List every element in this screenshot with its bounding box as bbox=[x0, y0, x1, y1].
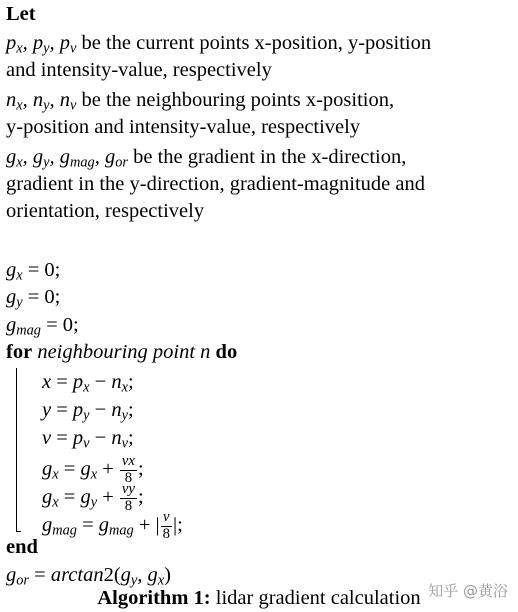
stmt-gx-2: $g_x = g_y$ + $\frac{vy}{8}$ ; bbox=[42, 481, 144, 514]
p-variables: $p_x$, $p_y$, $p_v$ bbox=[6, 32, 77, 57]
init-gx: $g_x = 0$; bbox=[6, 259, 61, 284]
stmt-y: $y = p_y - n_y$; bbox=[42, 399, 134, 424]
stmt-v: $v = p_v - n_v$; bbox=[42, 427, 134, 452]
loop-body-bar bbox=[16, 368, 17, 532]
fraction-vx-8: $\frac{vx}{8}$ bbox=[121, 453, 135, 486]
definition-g-text-3: orientation, respectively bbox=[6, 200, 205, 222]
loop-body-bar-end bbox=[16, 531, 21, 532]
definition-n-text-2: y-position and intensity-value, respectively bbox=[6, 116, 361, 138]
definition-p bbox=[6, 31, 431, 55]
caption-label: Algorithm 1: bbox=[97, 587, 211, 609]
for-condition: neighbouring point n bbox=[37, 341, 211, 363]
fraction-vy-8: $\frac{vy}{8}$ bbox=[121, 481, 135, 514]
watermark: 知乎 @黄浴 bbox=[428, 582, 508, 600]
init-gmag: $g_{mag} = 0$; bbox=[6, 314, 79, 339]
for-statement bbox=[6, 340, 237, 364]
definition-p-text-2: and intensity-value, respectively bbox=[6, 59, 272, 81]
definition-g-text-2: gradient in the y-direction, gradient-magnitude and bbox=[6, 173, 425, 195]
definition-n bbox=[6, 88, 394, 112]
do-keyword: do bbox=[215, 341, 238, 363]
caption-title: lidar gradient calculation bbox=[215, 587, 421, 609]
definition-g-text-1: be the gradient in the x-direction, bbox=[133, 146, 407, 168]
stmt-gor: $g_{or} = \arctan 2(g_y$, $g_x$) bbox=[6, 564, 171, 589]
init-gy: $g_y = 0$; bbox=[6, 286, 61, 311]
definition-n-text-1: be the neighbouring points x-position, bbox=[81, 89, 395, 111]
let-keyword: Let bbox=[6, 3, 36, 25]
n-variables: $n_x$, $n_y$, $n_v$ bbox=[6, 89, 77, 114]
g-variables: $g_x$, $g_y$, $g_{mag}$, $g_{or}$ bbox=[6, 146, 128, 171]
definition-g bbox=[6, 145, 406, 169]
for-keyword: for bbox=[6, 341, 33, 363]
fraction-v-8: $\frac{v}{8}$ bbox=[162, 509, 171, 542]
end-keyword: end bbox=[6, 536, 38, 558]
stmt-gx: $g_x = g_x$ + $\frac{vx}{8}$ ; bbox=[42, 453, 144, 486]
stmt-gmag: $g_{mag} = g_{mag}$ + | $\frac{v}{8}$ |; bbox=[42, 509, 183, 542]
definition-p-text-1: be the current points x-position, y-position bbox=[81, 32, 432, 54]
stmt-x: $x = p_x - n_x$; bbox=[42, 371, 134, 396]
